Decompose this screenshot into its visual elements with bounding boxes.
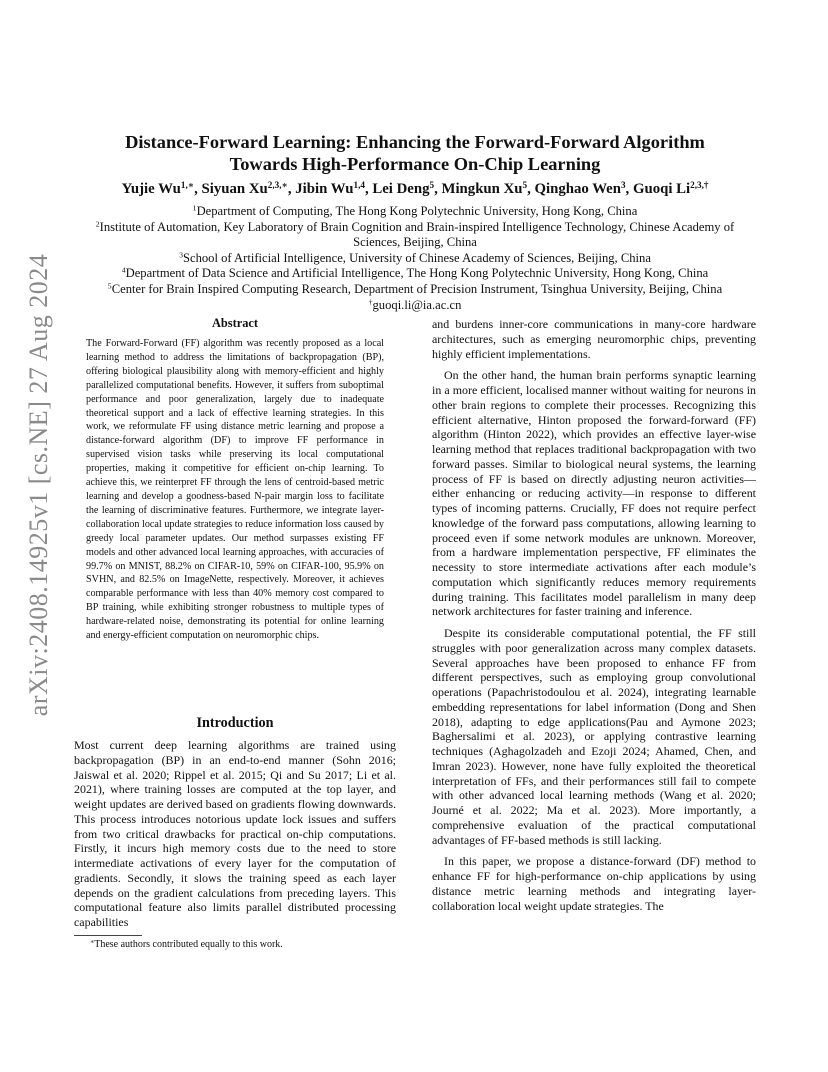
author-name: Jibin Wu xyxy=(295,181,354,197)
author-affiliation-mark: 1,4 xyxy=(353,179,365,190)
author-name: Guoqi Li xyxy=(632,181,691,197)
affiliation xyxy=(72,282,758,298)
affiliation xyxy=(72,266,758,282)
author xyxy=(202,181,296,197)
author-affiliation-mark: 2,3,∗ xyxy=(267,179,288,190)
introduction-heading: Introduction xyxy=(196,715,274,731)
author xyxy=(122,181,202,197)
affiliation-text: Center for Brain Inspired Computing Research, Department of Precision Instrument, Tsinghua University, Beijing, China xyxy=(111,281,723,296)
title-line-2: Towards High-Performance On-Chip Learning xyxy=(229,154,601,174)
arxiv-identifier-text: arXiv:2408.14925v1 [cs.NE] 27 Aug 2024 xyxy=(24,253,53,717)
abstract-heading: Abstract xyxy=(211,316,259,330)
email-text: guoqi.li@ia.ac.cn xyxy=(372,297,462,312)
corresponding-email[interactable] xyxy=(72,298,758,314)
abstract-body: The Forward-Forward (FF) algorithm was recently proposed as a local learning method to address the limitations of backpropagation (BP), offering biological plausibility along with memory-efficient and highly parallelized computational benefits. However, it suffers from suboptimal performance and poor generalization, largely due to inadequate theoretical support and a lack of effective learning strategies. In this work, we reformulate FF using distance metric learning and propose a distance-forward algorithm (DF) to improve FF performance in supervised vision tasks while preserving its local computational properties, making it competitive for efficient on-chip learning. To achieve this, we reinterpret FF through the lens of centroid-based metric learning and develop a goodness-based N-pair margin loss to facilitate the learning of discriminative features. Furthermore, we integrate layer-collaboration local update strategies to reduce information loss caused by greedy local parameter updates. Our method surpasses existing FF models and other advanced local learning approaches, with accuracies of 99.7% on MNIST, 88.2% on CIFAR-10, 59% on CIFAR-100, 95.9% on SVHN, and 82.5% on ImageNette, respectively. Moreover, it achieves comparable performance with less than 40% memory cost compared to BP training, while exhibiting stronger robustness to multiple types of hardware-related noise, demonstrating its potential for online learning and energy-efficient computation on neuromorphic chips. xyxy=(86,338,384,642)
abstract-section xyxy=(86,316,384,643)
author-affiliation-mark: 5 xyxy=(522,179,528,190)
affiliation xyxy=(72,220,758,251)
author-affiliation-mark: 2,3,† xyxy=(690,179,709,190)
right-column xyxy=(432,317,756,920)
author-name: Mingkun Xu xyxy=(441,181,523,197)
footnote-mark: ∗ xyxy=(90,938,95,946)
arxiv-identifier-stamp[interactable] xyxy=(22,253,56,717)
affiliation-mark: 4 xyxy=(121,266,126,276)
author-affiliation-mark: 3 xyxy=(620,179,626,190)
author-name: Yujie Wu xyxy=(121,181,181,197)
author-name: Siyuan Xu xyxy=(201,181,268,197)
author xyxy=(441,181,534,197)
affiliation-text: School of Artificial Intelligence, University of Chinese Academy of Sciences, Beijing, China xyxy=(182,250,651,265)
author-separator: , xyxy=(527,181,535,197)
author-name: Qinghao Wen xyxy=(534,181,621,197)
affiliation-mark: 5 xyxy=(107,281,112,291)
paragraph: Despite its considerable computational potential, the FF still struggles with poor generalization across many complex datasets. Several approaches have been proposed to enhance FF from different perspectives, such as employing group convolutional operations (Papachristodoulou et al. 2024), integrating learnable embedding representations for label information (Dong and Shen 2018), adapting to edge applications(Pau and Aymone 2023; Baghersalimi et al. 2023), or applying contrastive learning techniques (Aghagolzadeh and Ezoji 2024; Ahamed, Chen, and Imran 2023). However, none have fully exploited the theoretical interpretation of FFs, and their performances still fail to compete with other advanced local learning methods (Wang et al. 2020; Journé et al. 2022; Ma et al. 2023). More importantly, a comprehensive evaluation of the practical computational advantages of FF-based methods is still lacking. xyxy=(432,626,756,847)
author-separator: , xyxy=(364,181,373,197)
affiliation-mark: † xyxy=(368,297,373,307)
author-list xyxy=(80,180,750,199)
affiliation-mark: 1 xyxy=(192,203,197,213)
paragraph: On the other hand, the human brain performs synaptic learning in a more efficient, localised manner without waiting for neurons in other brain regions to complete their processes. Recognizing this efficient alternative, Hinton proposed the forward-forward (FF) algorithm (Hinton 2022), which provides an effective layer-wise learning method that replaces traditional backpropagation with two forward passes. Similar to biological neural systems, the learning process of FF is based on directly adjusting neuron activities—either enhancing or reducing activity—in response to different types of incoming patterns. Crucially, FF does not require perfect knowledge of the forward pass computations, allowing learning to proceed even if some network modules are unknown. Moreover, from a hardware implementation perspective, FF eliminates the necessity to store intermediate activations after each module’s computation which significantly reduces memory requirements during training. This facilitates model parallelism in many deep network architectures for faster training and inference. xyxy=(432,368,756,619)
affiliation-text: Department of Computing, The Hong Kong Polytechnic University, Hong Kong, China xyxy=(196,204,638,218)
footnote xyxy=(90,939,283,951)
affiliation-list xyxy=(72,204,758,313)
affiliation-text: Department of Data Science and Artificial Intelligence, The Hong Kong Polytechnic University, Hong Kong, China xyxy=(125,266,709,281)
introduction-body: Most current deep learning algorithms are trained using backpropagation (BP) in an end-to-end manner (Sohn 2016; Jaiswal et al. 2020; Rippel et al. 2015; Qi and Su 2017; Li et al. 2021), where training losses are computed at the top layer, and weight updates are derived based on gradients flowing downwards. This process introduces notorious update lock issues and suffers from two critical drawbacks for practical on-chip computations. Firstly, it incurs high memory costs due to the need to store intermediate activations of every layer for the computation of gradients. Secondly, it slows the training speed as each layer depends on the gradient calculations from preceding layers. This computational feature also limits parallel distributed processing capabilities xyxy=(74,738,396,929)
author-separator: , xyxy=(194,181,202,197)
affiliation xyxy=(72,251,758,267)
author-name: Lei Deng xyxy=(372,181,430,197)
introduction-section xyxy=(74,715,396,930)
author xyxy=(633,181,708,197)
footnote-divider xyxy=(74,935,142,936)
author xyxy=(534,181,632,197)
affiliation-text: Institute of Automation, Key Laboratory of Brain Cognition and Brain-inspired Intelligence Technology, Chinese Academy of Sciences, Beijing, China xyxy=(99,219,735,250)
paragraph: and burdens inner-core communications in many-core hardware architectures, such as emerging neuromorphic chips, preventing highly efficient implementations. xyxy=(432,317,756,361)
author-separator: , xyxy=(625,181,633,197)
affiliation-mark: 2 xyxy=(95,219,100,229)
author xyxy=(295,181,372,197)
author-affiliation-mark: 1,∗ xyxy=(180,179,195,190)
affiliation xyxy=(72,204,758,220)
author-separator: , xyxy=(287,181,296,197)
paragraph: In this paper, we propose a distance-forward (DF) method to enhance FF for high-performance on-chip applications by using distance metric learning methods and integrating layer-collaboration local weight update strategies. The xyxy=(432,854,756,913)
title-line-1: Distance-Forward Learning: Enhancing the Forward-Forward Algorithm xyxy=(125,132,705,152)
paper-title xyxy=(90,131,740,175)
footnote-text: These authors contributed equally to this work. xyxy=(94,939,283,950)
affiliation-mark: 3 xyxy=(179,250,183,260)
author-separator: , xyxy=(434,181,442,197)
author-affiliation-mark: 5 xyxy=(429,179,435,190)
author xyxy=(372,181,441,197)
